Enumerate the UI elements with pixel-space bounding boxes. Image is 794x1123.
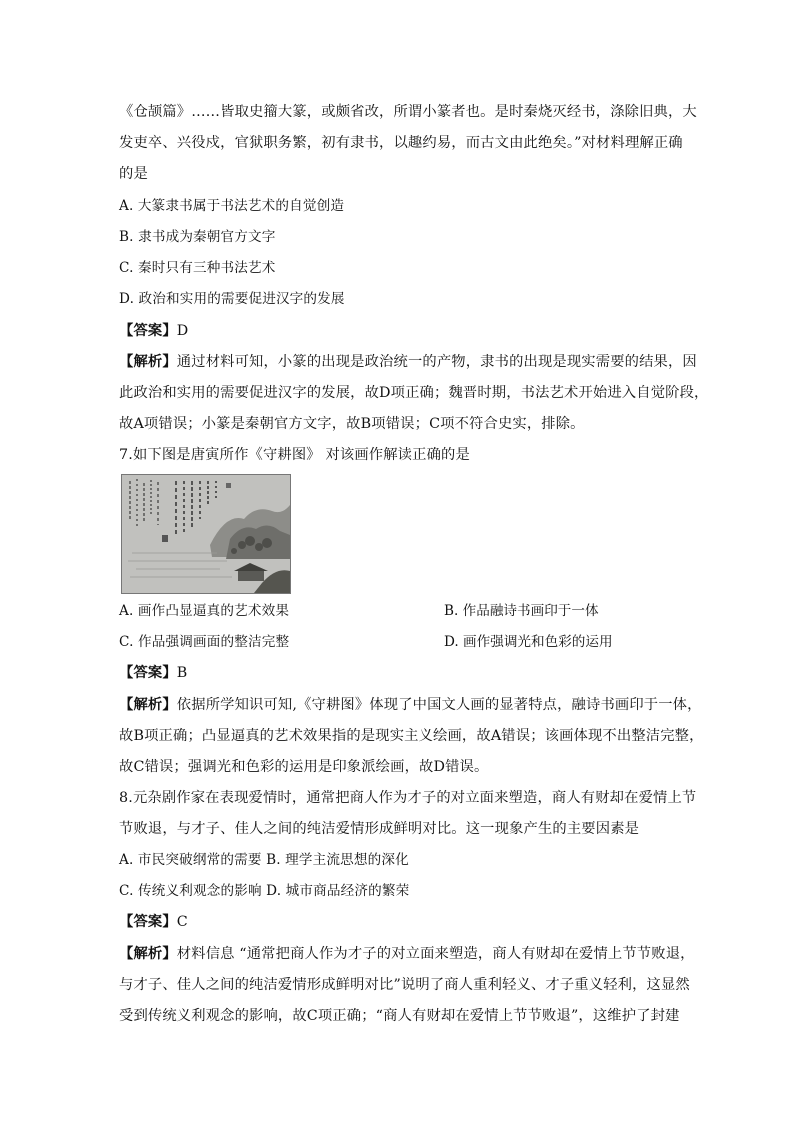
intro-line-3: 的是: [119, 166, 148, 182]
answer-value: C: [176, 914, 188, 930]
q7-analysis-line-3: 故C错误；强调光和色彩的运用是印象派绘画，故D错误。: [119, 759, 489, 775]
q8-analysis-line-1: [119, 943, 695, 965]
q6-analysis-line-1: [119, 351, 697, 373]
q6-analysis-line-2: 此政治和实用的需要促进汉字的发展，故D项正确；魏晋时期，书法艺术开始进入自觉阶段，: [119, 385, 709, 401]
answer-label: 【答案】: [119, 665, 177, 681]
q7-stem: 7.如下图是唐寅所作《守耕图》 对该画作解读正确的是: [119, 447, 470, 463]
q6-answer: [119, 320, 679, 342]
q6-analysis-line-3: 故A项错误；小篆是秦朝官方文字，故B项错误；C项不符合史实，排除。: [119, 416, 585, 432]
q8-answer: [119, 911, 679, 933]
q7-answer: [119, 662, 679, 684]
q6-option-c: C. 秦时只有三种书法艺术: [119, 260, 276, 276]
analysis-label: 【解析】: [119, 697, 177, 713]
q7-option-d: D. 画作强调光和色彩的运用: [444, 634, 613, 650]
intro-line-1: 《仓颉篇》……皆取史籀大篆，或颇省改，所谓小篆者也。是时秦烧灭经书，涤除旧典，大: [119, 104, 697, 120]
q8-options-row-2: C. 传统义利观念的影响 D. 城市商品经济的繁荣: [119, 883, 410, 899]
answer-value: B: [176, 665, 188, 681]
q8-analysis-line-2: 与才子、佳人之间的纯洁爱情形成鲜明对比”说明了商人重利轻义、才子重义轻利，这显然: [119, 977, 690, 993]
q8-options-row-1: A. 市民突破纲常的需要 B. 理学主流思想的深化: [119, 852, 409, 868]
answer-label: 【答案】: [119, 914, 177, 930]
q7-option-b: B. 作品融诗书画印于一体: [444, 603, 599, 619]
q8-analysis-line-3: 受到传统义利观念的影响，故C项正确；“商人有财却在爱情上节节败退”，这维护了封建: [119, 1008, 680, 1024]
q7-analysis-line-2: 故B项正确；凸显逼真的艺术效果指的是现实主义绘画，故A错误；该画体现不出整洁完整，: [119, 728, 704, 744]
q6-option-b: B. 隶书成为秦朝官方文字: [119, 229, 276, 245]
q7-option-a: A. 画作凸显逼真的艺术效果: [119, 603, 290, 619]
q6-option-d: D. 政治和实用的需要促进汉字的发展: [119, 291, 345, 307]
analysis-label: 【解析】: [119, 946, 177, 962]
q7-option-c: C. 作品强调画面的整洁完整: [119, 634, 290, 650]
intro-line-2: 发吏卒、兴役戍，官狱职务繁，初有隶书，以趣约易，而古文由此绝矣。”对材料理解正确: [119, 135, 683, 151]
q7-analysis-line-1: [119, 694, 702, 716]
analysis-text: 通过材料可知，小篆的出现是政治统一的产物，隶书的出现是现实需要的结果，因: [176, 354, 697, 370]
answer-label: 【答案】: [119, 323, 177, 339]
q8-stem-line-2: 节败退，与才子、佳人之间的纯洁爱情形成鲜明对比。这一现象产生的主要因素是: [119, 821, 640, 837]
analysis-text: 依据所学知识可知,《守耕图》体现了中国文人画的显著特点，融诗书画印于一体，: [176, 697, 702, 713]
painting-image: [121, 474, 291, 594]
q6-option-a: A. 大篆隶书属于书法艺术的自觉创造: [119, 198, 345, 214]
answer-value: D: [176, 323, 189, 339]
analysis-text: 材料信息 “通常把商人作为才子的对立面来塑造，商人有财却在爱情上节节败退，: [176, 946, 695, 962]
q8-stem-line-1: 8.元杂剧作家在表现爱情时，通常把商人作为才子的对立面来塑造，商人有财却在爱情上节: [119, 790, 697, 806]
analysis-label: 【解析】: [119, 354, 177, 370]
